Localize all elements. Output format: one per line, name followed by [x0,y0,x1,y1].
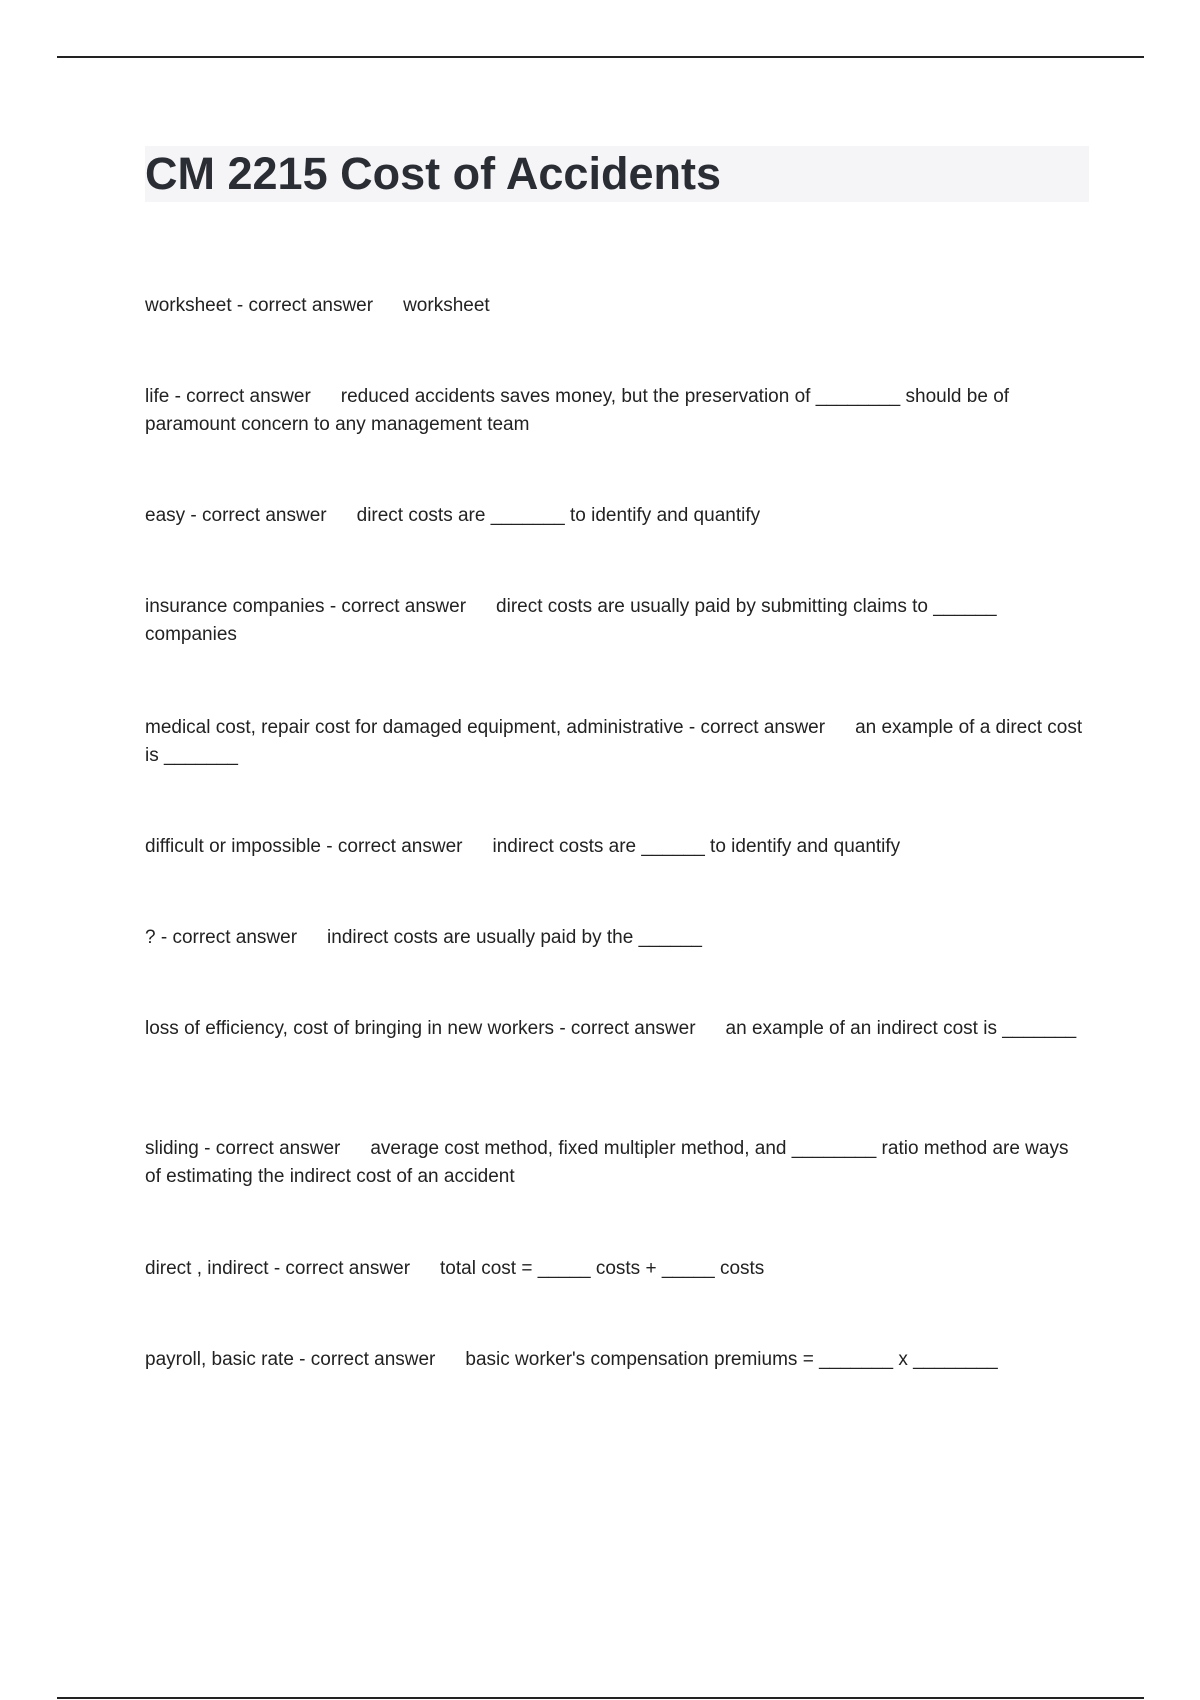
qa-answer: life - correct answer [145,386,311,407]
qa-question: indirect costs are ______ to identify and quantify [492,836,901,857]
page-title: CM 2215 Cost of Accidents [145,148,721,199]
qa-answer: difficult or impossible - correct answer [145,836,463,857]
qa-item [145,833,1085,861]
qa-item [145,292,1085,320]
qa-question: average cost method, fixed multipler method, and ________ ratio method are ways of estimating the indirect cost of an accident [145,1138,1069,1187]
qa-answer: loss of efficiency, cost of bringing in new workers - correct answer [145,1018,696,1039]
qa-question: indirect costs are usually paid by the ______ [327,927,702,948]
qa-question: basic worker's compensation premiums = _______ x ________ [465,1349,998,1370]
qa-answer: easy - correct answer [145,505,327,526]
qa-item [145,1255,1085,1283]
qa-question: direct costs are usually paid by submitting claims to ______ companies [145,596,997,645]
qa-item [145,1135,1085,1191]
top-divider [57,56,1144,58]
qa-answer: sliding - correct answer [145,1138,341,1159]
qa-item [145,1346,1085,1374]
qa-answer: ? - correct answer [145,927,298,948]
qa-question: worksheet [403,295,490,316]
qa-item [145,714,1085,770]
bottom-divider [57,1697,1144,1699]
qa-question: an example of an indirect cost is _______ [725,1018,1077,1039]
qa-answer: worksheet - correct answer [145,295,374,316]
qa-answer: direct , indirect - correct answer [145,1258,411,1279]
qa-item [145,593,1085,649]
qa-answer: payroll, basic rate - correct answer [145,1349,436,1370]
qa-question: direct costs are _______ to identify and quantify [356,505,761,526]
qa-question: total cost = _____ costs + _____ costs [440,1258,765,1279]
qa-item [145,1015,1085,1043]
qa-question: an example of a direct cost is _______ [145,717,1083,766]
qa-item [145,924,1085,952]
qa-question: reduced accidents saves money, but the preservation of ________ should be of paramount concern to any management team [145,386,1010,435]
qa-item [145,383,1085,439]
qa-item [145,502,1085,530]
qa-answer: medical cost, repair cost for damaged equipment, administrative - correct answer [145,717,826,738]
qa-answer: insurance companies - correct answer [145,596,467,617]
